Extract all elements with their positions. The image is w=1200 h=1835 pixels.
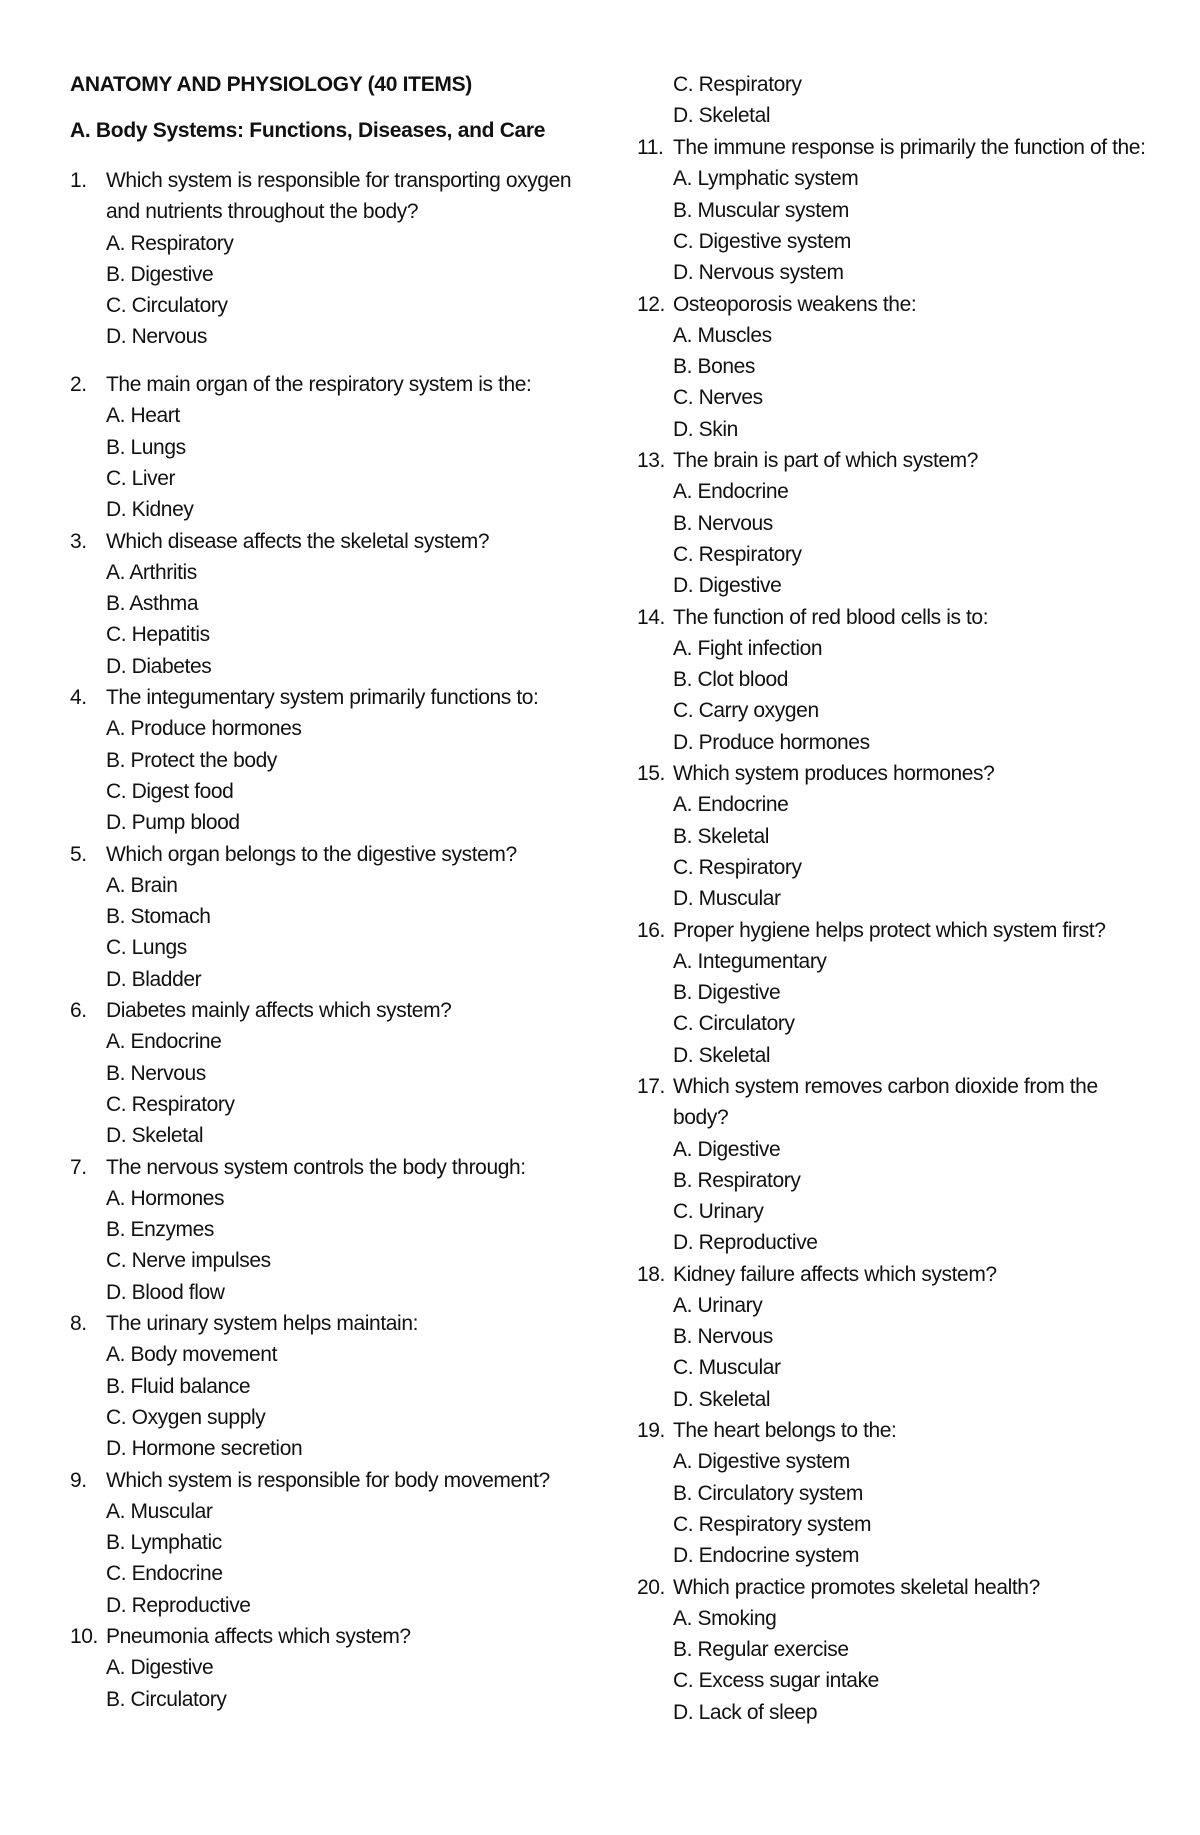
question-text: Pneumonia affects which system? <box>106 1625 411 1648</box>
option-b: B. Lymphatic <box>106 1531 222 1555</box>
question-number: 10. <box>70 1625 98 1648</box>
option-a: A. Lymphatic system <box>673 167 859 191</box>
option-b: B. Circulatory <box>106 1687 227 1711</box>
option-d: D. Skeletal <box>673 1043 771 1067</box>
question-text: The nervous system controls the body through: <box>106 1155 526 1179</box>
option-c: C. Hepatitis <box>106 623 210 647</box>
option-b: B. Bones <box>673 355 756 379</box>
question-8 <box>70 1308 630 1464</box>
question-number: 8. <box>70 1312 87 1335</box>
question-16 <box>637 915 1177 1071</box>
option-c: C. Liver <box>106 466 176 490</box>
question-number: 3. <box>70 529 87 553</box>
option-d: D. Nervous <box>106 325 208 349</box>
option-d: D. Endocrine system <box>673 1544 860 1568</box>
question-number: 7. <box>70 1155 87 1179</box>
question-4 <box>70 682 630 838</box>
option-d: D. Muscular <box>673 887 781 911</box>
option-a: A. Brain <box>106 873 178 897</box>
option-d: D. Skeletal <box>673 104 771 128</box>
question-17 <box>637 1071 1177 1259</box>
option-d: D. Produce hormones <box>673 730 870 754</box>
option-d: D. Skeletal <box>106 1124 204 1148</box>
option-b: B. Nervous <box>673 1325 773 1349</box>
option-b: B. Nervous <box>106 1061 206 1085</box>
option-a: A. Hormones <box>106 1186 225 1210</box>
option-c: C. Circulatory <box>673 1012 795 1036</box>
option-d: D. Hormone secretion <box>106 1437 303 1461</box>
question-number: 19. <box>637 1419 665 1442</box>
option-d: D. Blood flow <box>106 1280 225 1304</box>
question-2 <box>70 369 630 525</box>
option-a: A. Endocrine <box>673 480 789 504</box>
option-c: C. Respiratory <box>673 855 802 879</box>
option-a: A. Endocrine <box>673 793 789 817</box>
question-text: Diabetes mainly affects which system? <box>106 999 452 1022</box>
option-c: C. Circulatory <box>106 294 228 318</box>
question-number: 9. <box>70 1468 87 1492</box>
question-number: 2. <box>70 373 87 396</box>
option-a: A. Muscular <box>106 1499 213 1523</box>
option-c: C. Endocrine <box>106 1562 223 1586</box>
option-a: A. Digestive <box>106 1656 214 1680</box>
option-b: B. Nervous <box>673 511 773 535</box>
question-3 <box>70 526 630 682</box>
option-a: A. Heart <box>106 404 180 428</box>
option-c: C. Urinary <box>673 1200 764 1224</box>
option-d: D. Reproductive <box>106 1593 251 1617</box>
question-text: Which system is responsible for transporting oxygen and nutrients throughout the body? <box>106 169 572 224</box>
question-number: 5. <box>70 842 87 866</box>
option-a: A. Urinary <box>673 1293 763 1317</box>
section-heading: A. Body Systems: Functions, Diseases, and Care <box>70 119 546 142</box>
option-d: D. Reproductive <box>673 1231 818 1255</box>
option-a: A. Smoking <box>673 1606 777 1630</box>
question-5 <box>70 839 630 995</box>
option-b: B. Skeletal <box>673 824 769 848</box>
question-19 <box>637 1415 1177 1571</box>
page-title: ANATOMY AND PHYSIOLOGY (40 ITEMS) <box>70 73 472 96</box>
option-b: B. Muscular system <box>673 198 850 222</box>
question-number: 14. <box>637 605 665 629</box>
option-c: C. Nerve impulses <box>106 1249 271 1273</box>
question-20 <box>637 1572 1177 1728</box>
option-b: B. Stomach <box>106 905 211 929</box>
option-b: B. Digestive <box>106 262 214 286</box>
question-text: The integumentary system primarily functions to: <box>106 686 539 709</box>
option-c: C. Respiratory <box>106 1092 235 1116</box>
question-number: 6. <box>70 999 87 1022</box>
option-a: A. Produce hormones <box>106 717 302 741</box>
question-text: The brain is part of which system? <box>673 449 979 472</box>
question-number: 15. <box>637 762 665 785</box>
option-c: C. Carry oxygen <box>673 699 819 723</box>
option-c: C. Oxygen supply <box>106 1405 266 1429</box>
question-18 <box>637 1259 1177 1415</box>
question-number: 13. <box>637 449 665 472</box>
question-text: The heart belongs to the: <box>673 1419 897 1442</box>
question-10-continued <box>637 69 1177 132</box>
question-text: The function of red blood cells is to: <box>673 605 989 629</box>
option-b: B. Respiratory <box>673 1168 801 1192</box>
question-number: 16. <box>637 918 665 942</box>
option-a: A. Arthritis <box>106 560 197 584</box>
question-number: 17. <box>637 1075 665 1098</box>
option-b: B. Asthma <box>106 592 199 616</box>
question-15 <box>637 758 1177 914</box>
question-12 <box>637 289 1177 445</box>
question-text: Which system is responsible for body movement? <box>106 1468 550 1492</box>
option-b: B. Clot blood <box>673 668 789 692</box>
question-7 <box>70 1152 630 1308</box>
option-b: B. Circulatory system <box>673 1481 863 1505</box>
question-number: 1. <box>70 169 87 192</box>
question-1 <box>70 165 630 353</box>
option-a: A. Endocrine <box>106 1030 222 1054</box>
option-d: D. Skeletal <box>673 1387 771 1411</box>
option-b: B. Enzymes <box>106 1218 215 1242</box>
question-text: Which practice promotes skeletal health? <box>673 1575 1040 1599</box>
option-b: B. Lungs <box>106 435 186 459</box>
option-d: D. Skin <box>673 417 738 441</box>
question-text: Proper hygiene helps protect which system first? <box>673 918 1106 942</box>
question-text: Which system produces hormones? <box>673 762 995 785</box>
option-b: B. Fluid balance <box>106 1374 251 1398</box>
option-c: C. Respiratory <box>673 73 802 96</box>
question-14 <box>637 602 1177 758</box>
question-6 <box>70 995 630 1151</box>
option-a: A. Digestive <box>673 1137 781 1161</box>
question-10 <box>70 1621 630 1715</box>
option-c: C. Lungs <box>106 936 187 960</box>
question-number: 20. <box>637 1575 665 1599</box>
option-d: D. Nervous system <box>673 261 844 285</box>
question-number: 12. <box>637 292 665 316</box>
option-d: D. Digestive <box>673 574 782 598</box>
question-11 <box>637 132 1177 288</box>
option-b: B. Protect the body <box>106 748 278 772</box>
option-d: D. Bladder <box>106 967 202 991</box>
option-a: A. Digestive system <box>673 1450 850 1474</box>
option-a: A. Muscles <box>673 323 772 347</box>
option-c: C. Nerves <box>673 386 763 410</box>
question-text: Which system removes carbon dioxide from the body? <box>673 1075 1098 1130</box>
question-9 <box>70 1465 630 1621</box>
option-d: D. Diabetes <box>106 654 212 678</box>
option-c: C. Excess sugar intake <box>673 1669 879 1693</box>
option-b: B. Digestive <box>673 981 781 1005</box>
option-d: D. Kidney <box>106 498 194 522</box>
question-number: 18. <box>637 1262 665 1286</box>
option-d: D. Lack of sleep <box>673 1700 818 1724</box>
question-text: The urinary system helps maintain: <box>106 1312 419 1335</box>
question-text: The main organ of the respiratory system is the: <box>106 373 532 396</box>
question-text: Which organ belongs to the digestive system? <box>106 842 517 866</box>
option-c: C. Digest food <box>106 779 234 803</box>
option-a: A. Fight infection <box>673 636 823 660</box>
option-c: C. Respiratory system <box>673 1512 872 1536</box>
question-text: Kidney failure affects which system? <box>673 1262 997 1286</box>
option-c: C. Respiratory <box>673 542 802 566</box>
question-text: Which disease affects the skeletal system? <box>106 529 490 553</box>
question-number: 11. <box>637 136 664 159</box>
question-text: Osteoporosis weakens the: <box>673 292 917 316</box>
question-13 <box>637 445 1177 601</box>
option-a: A. Respiratory <box>106 231 234 255</box>
option-c: C. Muscular <box>673 1356 781 1380</box>
option-b: B. Regular exercise <box>673 1638 849 1662</box>
option-c: C. Digestive system <box>673 229 851 253</box>
option-d: D. Pump blood <box>106 811 240 835</box>
option-a: A. Integumentary <box>673 949 827 973</box>
question-number: 4. <box>70 686 87 709</box>
question-text: The immune response is primarily the function of the: <box>673 136 1146 159</box>
option-a: A. Body movement <box>106 1343 278 1367</box>
